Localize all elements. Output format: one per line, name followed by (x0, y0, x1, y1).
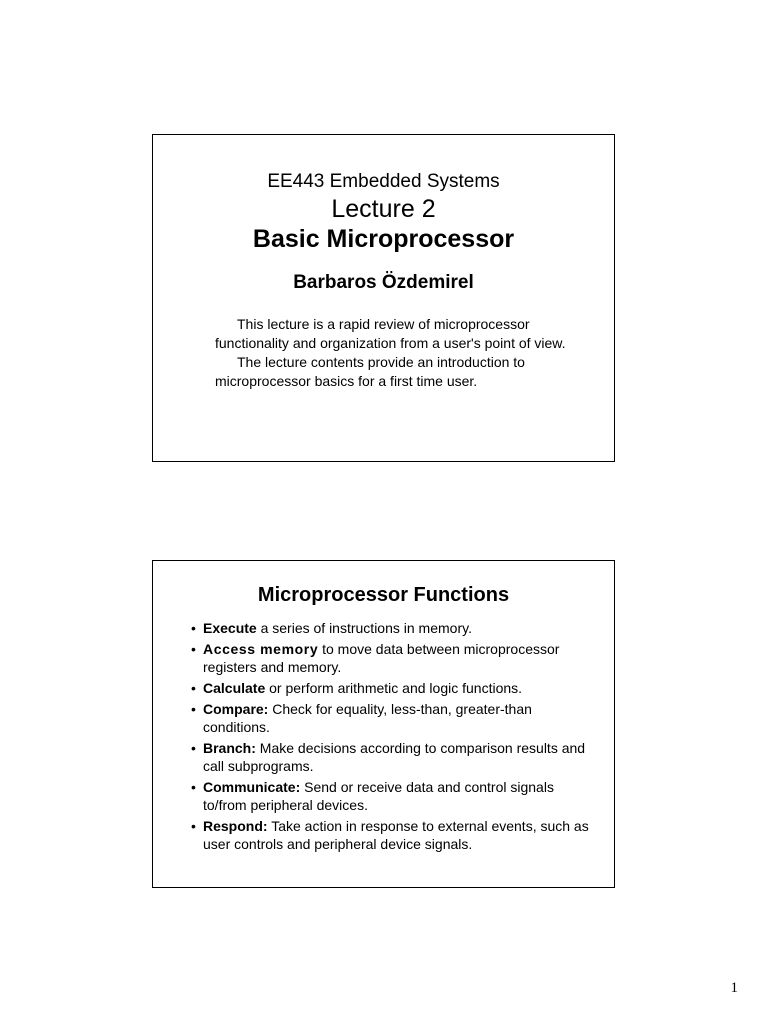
bullet-text: to move data between microprocessor registers and memory. (203, 641, 560, 675)
list-item (191, 619, 591, 637)
bullet-text: a series of instructions in memory. (256, 620, 472, 636)
bullet-term: Access memory (203, 641, 319, 657)
abstract (215, 315, 570, 391)
bullet-term: Compare: (203, 701, 269, 717)
bullet-text: Check for equality, less-than, greater-than conditions. (203, 701, 532, 735)
author-name: Barbaros Özdemirel (293, 272, 474, 293)
bullet-term: Communicate: (203, 779, 301, 795)
bullet-term: Branch: (203, 740, 256, 756)
list-item (191, 739, 591, 775)
slide-2 (152, 560, 615, 888)
slide-1 (152, 134, 615, 462)
bullet-text: or perform arithmetic and logic functions. (265, 680, 523, 696)
course-title: EE443 Embedded Systems (267, 171, 500, 192)
slide-title: Microprocessor Functions (257, 584, 510, 606)
abstract-paragraph: This lecture is a rapid review of microprocessor functionality and organization from a user's point of view. (215, 316, 566, 351)
bullet-term: Execute (203, 620, 257, 636)
bullet-list (191, 619, 591, 856)
list-item (191, 679, 591, 697)
abstract-paragraph: The lecture contents provide an introduction to microprocessor basics for a first time user. (215, 354, 525, 389)
bullet-text: Send or receive data and control signals to/from peripheral devices. (203, 779, 554, 813)
bullet-text: Make decisions according to comparison results and call subprograms. (203, 740, 586, 774)
list-item (191, 778, 591, 814)
list-item (191, 817, 591, 853)
page-number: 1 (730, 980, 738, 996)
bullet-term: Respond: (203, 818, 268, 834)
bullet-term: Calculate (203, 680, 266, 696)
list-item (191, 640, 591, 676)
lecture-number: Lecture 2 (331, 195, 436, 223)
list-item (191, 700, 591, 736)
bullet-text: Take action in response to external events, such as user controls and peripheral device signals. (203, 818, 589, 852)
lecture-title: Basic Microprocessor (252, 225, 515, 253)
